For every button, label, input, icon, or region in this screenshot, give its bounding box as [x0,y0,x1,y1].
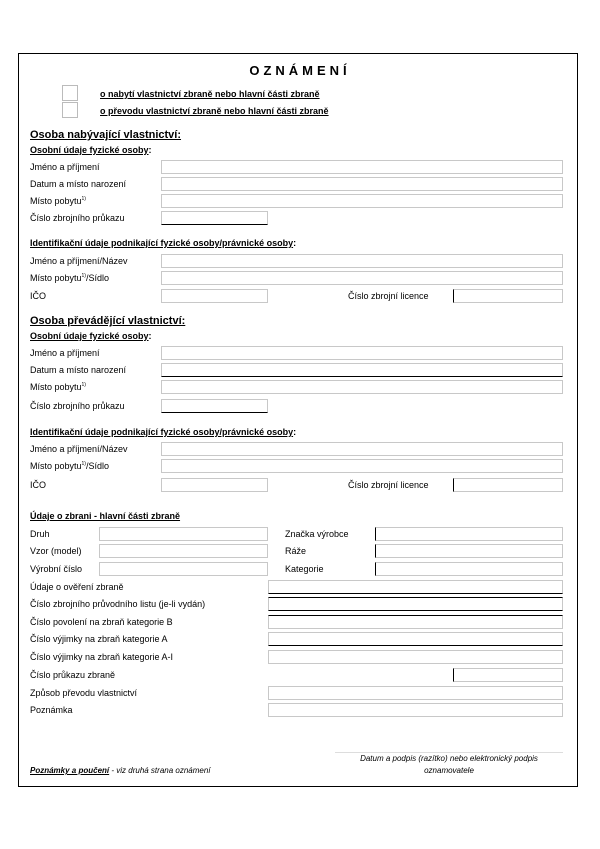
weapon-model-label: Vzor (model) [30,546,82,556]
transferor-legal-name-label: Jméno a příjmení/Název [30,444,128,454]
acquirer-birth-field[interactable] [161,177,563,191]
acquirer-residence-label: Místo pobytu$^{1)}$ [30,196,86,206]
acquisition-checkbox[interactable] [62,85,78,101]
transferor-legal-residence-label: Místo pobytu$^{1)}$/Sídlo [30,461,109,471]
weapon-category-label: Kategorie [285,564,324,574]
weapon-verification-field[interactable] [268,580,563,594]
transferor-legal-heading: Identifikační údaje podnikající fyzické osoby/právnické osoby: [30,427,297,437]
weapon-model-field[interactable] [99,544,268,558]
transferor-license-field[interactable] [161,399,268,413]
transferor-residence-field[interactable] [161,380,563,394]
weapon-heading: Údaje o zbrani - hlavní části zbraně [30,511,181,521]
weapon-brand-label: Značka výrobce [285,529,349,539]
transferor-ico-label: IČO [30,480,47,490]
weapon-type-field[interactable] [99,527,268,541]
weapon-note-label: Poznámka [30,705,73,715]
weapon-permit-b-label: Číslo povolení na zbraň kategorie B [30,617,173,627]
transferor-legal-name-field[interactable] [161,442,563,456]
weapon-card-field[interactable] [453,668,563,682]
weapon-type-label: Druh [30,529,50,539]
acquisition-option-label: o nabytí vlastnictví zbraně nebo hlavní části zbraně [100,89,320,99]
acquirer-ico-field[interactable] [161,289,268,303]
weapon-caliber-label: Ráže [285,546,307,556]
weapon-category-field[interactable] [375,562,563,576]
weapon-transfer-method-label: Způsob převodu vlastnictví [30,688,138,698]
acquirer-legal-heading: Identifikační údaje podnikající fyzické osoby/právnické osoby: [30,238,297,248]
weapon-verification-label: Údaje o ověření zbraně [30,582,124,592]
notes-reference: Poznámky a poučení - viz druhá strana oznámení [30,766,211,775]
acquirer-license-field[interactable] [161,211,268,225]
acquirer-arms-license-label: Číslo zbrojní licence [348,291,429,301]
weapon-exemption-ai-field[interactable] [268,650,563,664]
acquirer-legal-name-label: Jméno a příjmení/Název [30,256,128,266]
transferor-arms-license-label: Číslo zbrojní licence [348,480,429,490]
acquirer-birth-label: Datum a místo narození [30,179,127,189]
acquirer-legal-residence-field[interactable] [161,271,563,285]
weapon-brand-field[interactable] [375,527,563,541]
weapon-note-field[interactable] [268,703,563,717]
weapon-serial-label: Výrobní číslo [30,564,83,574]
weapon-certificate-label: Číslo zbrojního průvodního listu (je-li vydán) [30,599,206,609]
acquirer-legal-name-field[interactable] [161,254,563,268]
form-title: OZNÁMENÍ [249,63,351,78]
signature-caption: Datum a podpis (razítko) nebo elektronický podpis oznamovatele [360,754,538,775]
transferor-name-label: Jméno a příjmení [30,348,100,358]
transfer-checkbox[interactable] [62,102,78,118]
weapon-caliber-field[interactable] [375,544,563,558]
weapon-exemption-ai-label: Číslo výjimky na zbraň kategorie A-I [30,652,174,662]
weapon-exemption-a-field[interactable] [268,632,563,646]
weapon-permit-b-field[interactable] [268,615,563,629]
transferor-natural-heading: Osobní údaje fyzické osoby: [30,331,152,341]
acquirer-name-label: Jméno a příjmení [30,162,100,172]
transferor-residence-label: Místo pobytu$^{1)}$ [30,382,86,392]
transferor-legal-residence-field[interactable] [161,459,563,473]
acquirer-name-field[interactable] [161,160,563,174]
transferor-birth-label: Datum a místo narození [30,365,127,375]
acquirer-heading: Osoba nabývající vlastnictví: [30,129,182,141]
transferor-license-label: Číslo zbrojního průkazu [30,401,125,411]
acquirer-arms-license-field[interactable] [453,289,563,303]
weapon-transfer-method-field[interactable] [268,686,563,700]
transferor-arms-license-field[interactable] [453,478,563,492]
transfer-option-label: o převodu vlastnictví zbraně nebo hlavní části zbraně [100,106,329,116]
transferor-name-field[interactable] [161,346,563,360]
acquirer-ico-label: IČO [30,291,47,301]
acquirer-natural-heading: Osobní údaje fyzické osoby: [30,145,152,155]
weapon-serial-field[interactable] [99,562,268,576]
transferor-birth-field[interactable] [161,363,563,377]
acquirer-legal-residence-label: Místo pobytu$^{1)}$/Sídlo [30,273,109,283]
acquirer-residence-field[interactable] [161,194,563,208]
weapon-card-label: Číslo průkazu zbraně [30,670,116,680]
weapon-certificate-field[interactable] [268,597,563,611]
acquirer-license-label: Číslo zbrojního průkazu [30,213,125,223]
transferor-heading: Osoba převádějící vlastnictví: [30,315,186,327]
weapon-exemption-a-label: Číslo výjimky na zbraň kategorie A [30,634,168,644]
transferor-ico-field[interactable] [161,478,268,492]
